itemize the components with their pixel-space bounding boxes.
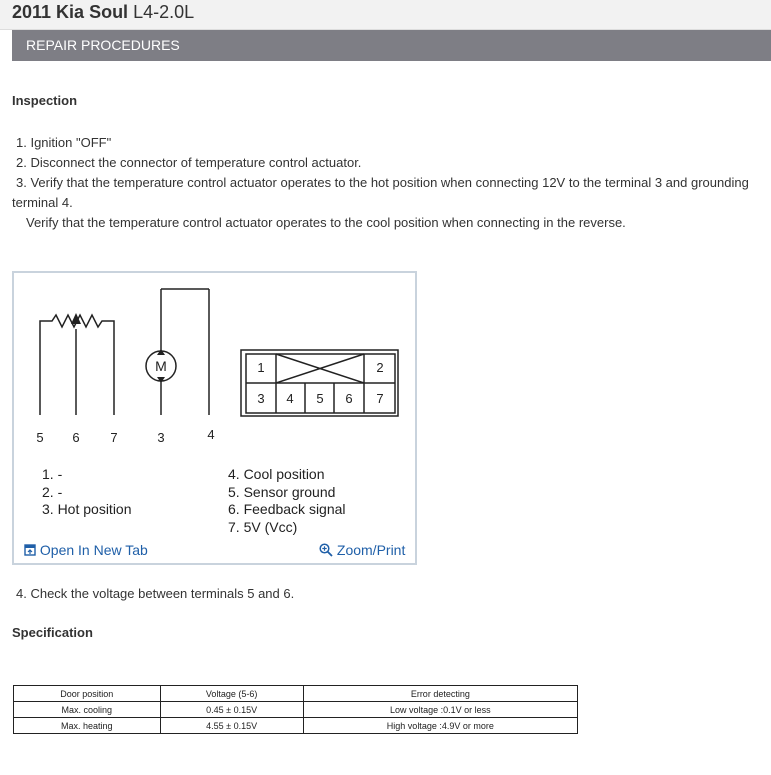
specification-table [13, 685, 578, 734]
legend-item-7: 7. 5V (Vcc) [228, 519, 298, 535]
connector-pin-2: 2 [376, 360, 384, 375]
terminal-4-label: 4 [207, 427, 215, 442]
wiring-figure [12, 271, 417, 565]
legend-item-3: 3. Hot position [42, 501, 132, 517]
column-header: Door position [14, 686, 161, 702]
section-header: REPAIR PROCEDURES [12, 30, 771, 61]
column-header: Voltage (5-6) [160, 686, 303, 702]
motor-symbol-label: M [155, 358, 167, 374]
vehicle-model: 2011 Kia Soul [12, 2, 129, 22]
table-cell: High voltage :4.9V or more [303, 718, 577, 734]
connector-pin-1: 1 [257, 360, 265, 375]
table-cell: 0.45 ± 0.15V [160, 702, 303, 718]
legend-item-1: 1. - [42, 466, 63, 482]
table-row [14, 702, 578, 718]
step-2: 2. Disconnect the connector of temperature control actuator. [16, 155, 362, 170]
zoom-print-link[interactable] [319, 542, 405, 560]
legend-item-5: 5. Sensor ground [228, 484, 336, 500]
zoom-print-label: Zoom/Print [336, 542, 406, 558]
table-cell: 4.55 ± 0.15V [160, 718, 303, 734]
legend-item-4: 4. Cool position [228, 466, 325, 482]
connector-pin-5: 5 [316, 391, 324, 406]
table-row [14, 718, 578, 734]
connector-pin-7: 7 [376, 391, 384, 406]
table-cell: Max. cooling [14, 702, 161, 718]
table-header-row [14, 686, 578, 702]
vehicle-engine: L4-2.0L [133, 2, 195, 22]
new-tab-icon [24, 543, 36, 559]
step-3-reverse: Verify that the temperature control actuator operates to the cool position when connecting in the reverse. [26, 215, 626, 230]
specification-heading: Specification [12, 625, 93, 640]
step-3: 3. Verify that the temperature control actuator operates to the hot position when connecting 12V to the terminal 3 and grounding terminal 4. [12, 175, 749, 210]
table-cell: Low voltage :0.1V or less [303, 702, 577, 718]
column-header: Error detecting [303, 686, 577, 702]
zoom-icon [319, 543, 333, 560]
terminal-3-label: 3 [157, 430, 165, 445]
terminal-5-label: 5 [36, 430, 44, 445]
connector-pin-6: 6 [345, 391, 353, 406]
legend-item-6: 6. Feedback signal [228, 501, 346, 517]
connector-pin-3: 3 [257, 391, 265, 406]
actuator-diagram [14, 273, 419, 567]
open-in-new-tab-link[interactable] [24, 542, 148, 559]
inspection-heading: Inspection [12, 93, 78, 108]
vehicle-title [12, 2, 194, 23]
step-4: 4. Check the voltage between terminals 5 and 6. [16, 586, 295, 601]
legend-item-2: 2. - [42, 484, 63, 500]
step-1: 1. Ignition "OFF" [16, 135, 112, 150]
title-bar [0, 0, 771, 30]
table-cell: Max. heating [14, 718, 161, 734]
connector-pin-4: 4 [286, 391, 294, 406]
terminal-7-label: 7 [110, 430, 118, 445]
open-in-new-tab-label: Open In New Tab [39, 542, 148, 558]
terminal-6-label: 6 [72, 430, 80, 445]
